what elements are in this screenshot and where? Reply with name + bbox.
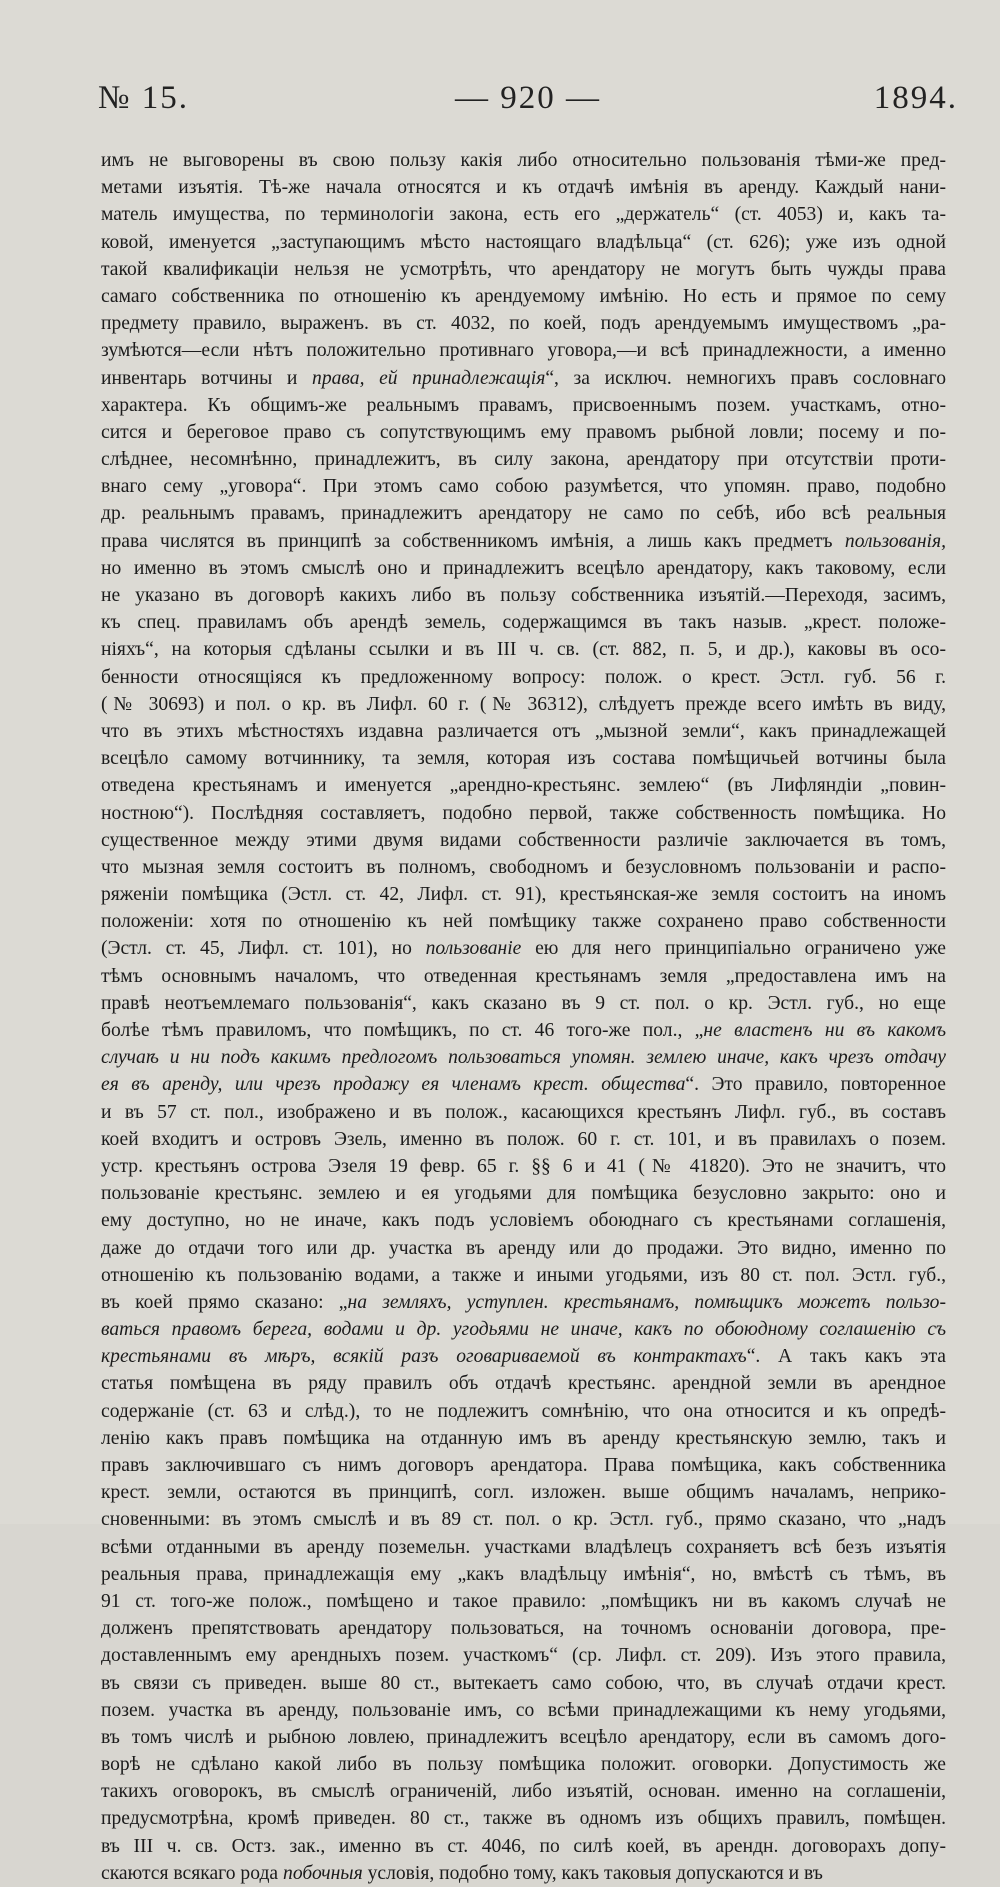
italic-text: крестьянами въ мѣръ, всякій разъ оговариваемой въ контрактахъ [101, 1346, 747, 1368]
text-line [101, 1316, 946, 1343]
text-line [101, 800, 946, 827]
text-line [101, 392, 946, 419]
text-line [101, 745, 946, 772]
text-line [101, 1588, 946, 1615]
text-run: матель имущества, по терминологіи закона, есть его „держатель“ (ст. 4053) и, какъ та- [101, 204, 946, 226]
page-header [98, 80, 958, 130]
text-line [101, 1805, 946, 1832]
text-line [101, 1697, 946, 1724]
text-run: статья помѣщена въ ряду правилъ объ отдачѣ крестьянс. арендной земли въ арендное [101, 1373, 946, 1395]
text-run: и въ 57 ст. пол., изображено и въ полож., касающихся крестьянъ Лифл. губ., въ составъ [101, 1101, 946, 1123]
issue-number: № 15. [98, 80, 189, 116]
text-run: коей входитъ и островъ Эзель, именно въ полож. 60 г. ст. 101, и въ правилахъ о позем. [101, 1128, 946, 1150]
text-run: къ спец. правиламъ объ арендѣ земель, содержащимся въ такъ назыв. „крест. положе- [101, 612, 946, 634]
italic-text: права, ей принадлежащія [312, 367, 546, 389]
text-line [101, 1561, 946, 1588]
text-line [101, 1642, 946, 1669]
text-run: предусмотрѣна, кромѣ приведен. 80 ст., также въ одномъ изъ общихъ правилъ, помѣщен. [101, 1808, 946, 1830]
text-run: пользованіе крестьянс. землею и ея угодьями для помѣщика безусловно закрыто: оно и [101, 1183, 946, 1205]
text-line [101, 500, 946, 527]
text-line [101, 419, 946, 446]
text-run: метами изъятія. Тѣ-же начала относятся и къ отдачѣ имѣнія въ аренду. Каждый нани- [101, 177, 946, 199]
text-line [101, 990, 946, 1017]
text-line [101, 365, 946, 392]
italic-text: не властенъ ни въ какомъ [703, 1020, 946, 1041]
text-line [101, 1343, 946, 1370]
text-line [101, 1071, 946, 1098]
text-line [101, 1235, 946, 1262]
text-run: но именно въ этомъ смыслѣ оно и принадлежитъ всецѣло арендатору, какъ таковому, если [101, 557, 946, 579]
italic-text: побочныя [283, 1862, 363, 1884]
text-line [101, 310, 946, 337]
text-run: характера. Къ общимъ-же реальнымъ правамъ, присвоеннымъ позем. участкамъ, отно- [101, 394, 946, 416]
text-run: въ коей прямо сказано: „ [101, 1291, 348, 1313]
text-line [101, 337, 946, 364]
text-run: ковой, именуется „заступающимъ мѣсто настоящаго владѣльца“ (ст. 626); уже изъ одной [101, 231, 946, 253]
text-run: всецѣло самому вотчиннику, та земля, которая изъ состава помѣщичьей вотчины была [101, 748, 946, 770]
text-line [101, 1099, 946, 1126]
text-line [101, 528, 946, 555]
text-run: въ томъ числѣ и рыбною ловлею, принадлежитъ всецѣло арендатору, если въ самомъ дого- [101, 1726, 946, 1748]
text-line [101, 446, 946, 473]
text-line [101, 256, 946, 283]
text-run: всѣми отданными въ аренду поземельн. участками владѣлецъ сохраняетъ всѣ безъ изъятія [101, 1536, 946, 1558]
text-line [101, 854, 946, 881]
text-run: “. Это правило, повторенное [685, 1074, 946, 1096]
text-run: инвентарь вотчины и [101, 367, 313, 389]
text-run: внаго сему „уговора“. При этомъ само собою разумѣется, что упомян. право, подобно [101, 476, 946, 498]
italic-text: ея въ аренду, или чрезъ продажу ея членамъ крест. общества [101, 1074, 686, 1096]
text-run: “. А такъ какъ эта [746, 1346, 946, 1368]
text-run: др. реальнымъ правамъ, принадлежитъ арендатору не само по себѣ, ибо всѣ реальныя [101, 503, 946, 525]
text-run: что въ этихъ мѣстностяхъ издавна различается отъ „мызной земли“, какъ принадлежащей [101, 720, 946, 742]
text-line [101, 147, 946, 174]
text-run: отношенію къ пользованію водами, а также и иными угодьями, изъ 80 ст. пол. Эстл. губ., [101, 1264, 946, 1286]
text-run: ворѣ не сдѣлано какой либо въ пользу помѣщика положит. оговорки. Допустимость же [101, 1754, 946, 1776]
text-line [101, 1207, 946, 1234]
text-line [101, 935, 946, 962]
text-run: ленію какъ правъ помѣщика на отданную имъ въ аренду крестьянскую землю, такъ и [101, 1427, 946, 1449]
text-run: такихъ оговорокъ, въ смыслѣ ограниченій, либо изъятій, основан. именно на соглашеніи, [101, 1781, 946, 1803]
text-run: реальныя права, принадлежащія ему „какъ владѣльцу имѣнія“, но, вмѣстѣ съ тѣмъ, въ [101, 1563, 946, 1585]
text-run: въ связи съ приведен. выше 80 ст., вытекаетъ само собою, что, въ случаѣ отдачи крест. [101, 1672, 946, 1694]
text-line [101, 609, 946, 636]
text-run: содержаніе (ст. 63 и слѣд.), то не подлежитъ сомнѣнію, что она относится и къ опредѣ- [101, 1400, 946, 1422]
text-run: слѣднее, несомнѣнно, принадлежитъ, въ силу закона, арендатору при отсутствіи проти- [101, 449, 946, 471]
text-line [101, 664, 946, 691]
text-run: сится и береговое право съ сопутствующимъ ему правомъ рыбной ловли; посему и по- [101, 421, 946, 443]
text-run: условія, подобно тому, какъ таковыя допускаются и въ [362, 1862, 823, 1884]
italic-text: ваться правомъ берега, водами и др. угодьями не иначе, какъ по обоюдному соглашенію съ [101, 1319, 946, 1341]
text-run: 91 ст. того-же полож., помѣщено и такое правило: „помѣщикъ ни въ какомъ случаѣ не [101, 1590, 946, 1612]
text-run: (№ 30693) и пол. о кр. въ Лифл. 60 г. (№ 36312), слѣдуетъ прежде всего имѣть въ виду, [101, 693, 946, 715]
text-run: правъ заключившаго съ нимъ договоръ арендатора. Права помѣщика, какъ собственника [101, 1455, 946, 1476]
text-run: правѣ неотъемлемаго пользованія“, какъ сказано въ 9 ст. пол. о кр. Эстл. губ., но еще [101, 992, 946, 1014]
text-line [101, 582, 946, 609]
text-line [101, 1126, 946, 1153]
text-run: позем. участка въ аренду, пользованіе имъ, со всѣми принадлежащими къ нему угодьями, [101, 1699, 946, 1721]
text-run: зумѣются—если нѣтъ положительно противнаго уговора,—и всѣ принадлежности, а именно [101, 340, 946, 362]
italic-text: на земляхъ, уступлен. крестьянамъ, помѣщикъ можетъ пользо- [347, 1291, 947, 1313]
text-run: имъ не выговорены въ свою пользу какія либо относительно пользованія тѣми-же пред- [101, 150, 946, 171]
year: 1894. [873, 80, 958, 116]
text-run: предмету правило, выраженъ. въ ст. 4032, по коей, подъ арендуемымъ имуществомъ „ра- [101, 313, 946, 335]
text-line [101, 718, 946, 745]
text-line [101, 1724, 946, 1751]
text-line [101, 1180, 946, 1207]
text-line [101, 1833, 946, 1860]
text-line [101, 473, 946, 500]
text-run: положеніи: хотя по отношенію къ ней помѣщику также сохранено право собственности [101, 911, 946, 933]
text-line [101, 174, 946, 201]
text-line [101, 1370, 946, 1397]
text-line [101, 201, 946, 228]
text-line [101, 1534, 946, 1561]
text-line [101, 1751, 946, 1778]
text-line [101, 283, 946, 310]
page-number: — 920 — [455, 80, 601, 116]
text-line [101, 881, 946, 908]
text-line [101, 1452, 946, 1479]
text-run: сновенными: въ этомъ смыслѣ и въ 89 ст. пол. о кр. Эстл. губ., прямо сказано, что „надъ [101, 1509, 946, 1531]
text-run: что мызная земля состоитъ въ полномъ, свободномъ и безусловномъ пользованіи и распо- [101, 856, 946, 878]
text-line [101, 1860, 946, 1887]
text-run: ряженіи помѣщика (Эстл. ст. 42, Лифл. ст. 91), крестьянская-же земля состоитъ на иномъ [101, 884, 946, 906]
text-run: ему доступно, но не иначе, какъ подъ условіемъ обоюднаго съ крестьянами соглашенія, [101, 1210, 946, 1232]
text-line [101, 636, 946, 663]
text-run: устр. крестьянъ острова Эзеля 19 февр. 65 г. §§ 6 и 41 (№ 41820). Это не значитъ, что [101, 1155, 946, 1177]
text-line [101, 963, 946, 990]
italic-text: пользованія, [844, 530, 946, 552]
text-run: права числятся въ принципѣ за собственникомъ имѣнія, а лишь какъ предметъ [101, 530, 845, 552]
text-line [101, 1479, 946, 1506]
text-line [101, 1289, 946, 1316]
text-line [101, 908, 946, 935]
text-run: не указано въ договорѣ какихъ либо въ пользу собственника изъятій.—Переходя, засимъ, [101, 585, 946, 606]
text-line [101, 691, 946, 718]
italic-text: случаѣ и ни подъ какимъ предлогомъ пользоваться упомян. землею иначе, какъ чрезъ отдачу [101, 1047, 946, 1069]
text-run: крест. земли, остаются въ принципѣ, согл. изложен. выше общимъ началамъ, неприко- [101, 1482, 946, 1504]
text-run: ностною“). Послѣдняя составляетъ, подобно первой, также собственность помѣщика. Но [101, 802, 946, 824]
text-line [101, 1615, 946, 1642]
text-run: тѣмъ основнымъ началомъ, что отведенная крестьянамъ земля „предоставлена имъ на [101, 965, 946, 987]
text-run: ею для него принципіально ограничено уже [521, 938, 947, 960]
text-run: бенности относящіяся къ предложенному вопросу: полож. о крест. Эстл. губ. 56 г. [101, 666, 946, 688]
text-line [101, 1262, 946, 1289]
text-line [101, 1044, 946, 1071]
text-line [101, 1153, 946, 1180]
body-text [101, 147, 946, 1887]
text-run: существенное между этими двумя видами собственности различіе заключается въ томъ, [101, 829, 946, 851]
text-run: доставленнымъ ему арендныхъ позем. участкомъ“ (ср. Лифл. ст. 209). Изъ этого правила, [101, 1645, 946, 1667]
text-line [101, 1670, 946, 1697]
text-run: въ III ч. св. Остз. зак., именно въ ст. 4046, по силѣ коей, въ арендн. договорахъ допу- [101, 1835, 946, 1857]
text-line [101, 1398, 946, 1425]
text-run: даже до отдачи того или др. участка въ аренду или до продажи. Это видно, именно по [101, 1237, 946, 1259]
text-run: ніяхъ“, на которыя сдѣланы ссылки и въ III ч. св. (ст. 882, п. 5, и др.), каковы въ осо- [101, 639, 946, 661]
text-line [101, 555, 946, 582]
text-line [101, 1506, 946, 1533]
text-line [101, 1425, 946, 1452]
text-run: болѣе тѣмъ правиломъ, что помѣщикъ, по ст. 46 того-же пол., „ [101, 1020, 704, 1041]
text-run: такой квалификаціи нельзя не усмотрѣть, что арендатору не могутъ быть чужды права [101, 258, 946, 280]
text-run: “, за исключ. немногихъ правъ сословнаго [545, 367, 946, 389]
text-line [101, 229, 946, 256]
text-run: отведена крестьянамъ и именуется „арендно-крестьянс. землею“ (въ Лифляндіи „повин- [101, 775, 946, 797]
text-line [101, 1017, 946, 1044]
text-line [101, 1778, 946, 1805]
text-run: (Эстл. ст. 45, Лифл. ст. 101), но [101, 938, 426, 960]
text-run: долженъ препятствовать арендатору пользоваться, на точномъ основаніи договора, пре- [101, 1618, 946, 1640]
text-line [101, 827, 946, 854]
text-run: скаются всякаго рода [101, 1862, 284, 1884]
text-run: самаго собственника по отношенію къ арендуемому имѣнію. Но есть и прямое по сему [101, 285, 946, 307]
italic-text: пользованіе [425, 938, 522, 960]
text-line [101, 772, 946, 799]
